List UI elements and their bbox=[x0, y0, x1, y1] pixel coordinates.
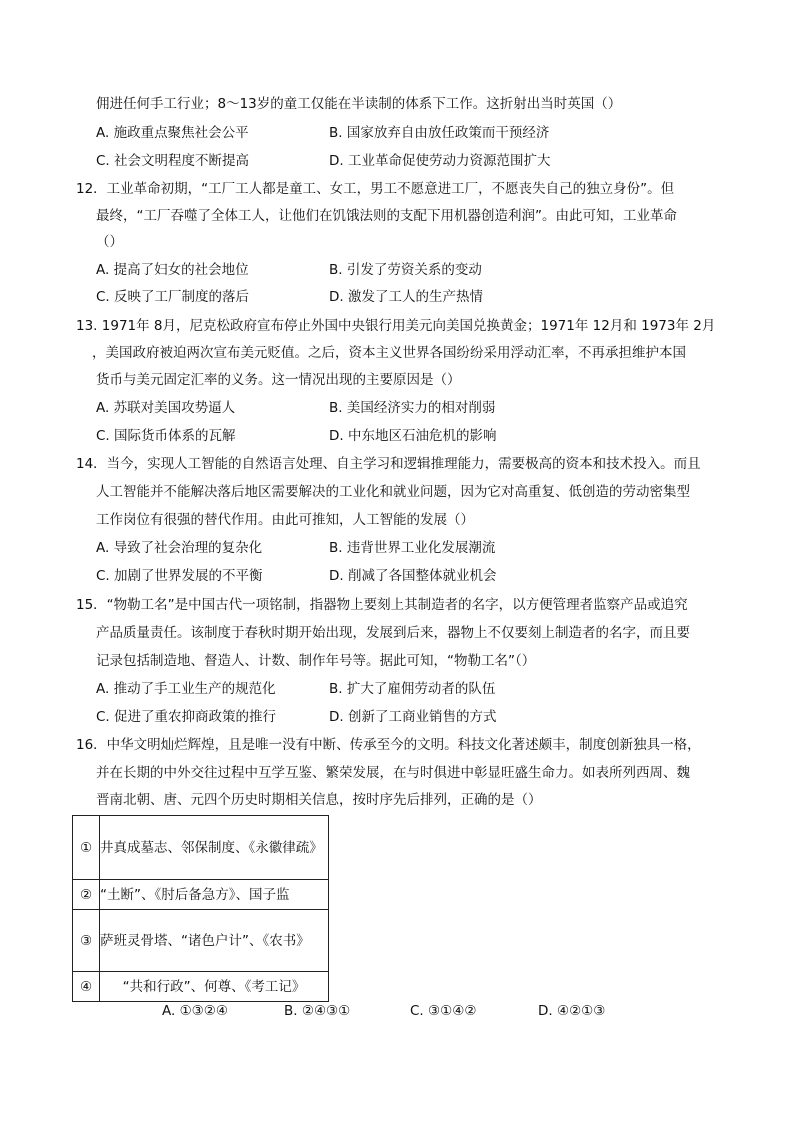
q12-option-d[interactable]: D. 激发了工人的生产热情 bbox=[329, 289, 483, 305]
q14-option-d[interactable]: D. 削减了各国整体就业机会 bbox=[329, 568, 497, 584]
q15-option-c[interactable]: C. 促进了重农抑商政策的推行 bbox=[96, 709, 277, 725]
question-15-line-1: 15．“物勒工名”是中国古代一项铭制，指器物上要刻上其制造者的名字，以方便管理者监察产品或追究 bbox=[76, 597, 688, 613]
q13-option-b[interactable]: B. 美国经济实力的相对削弱 bbox=[329, 400, 496, 416]
question-16-line-1: 16．中华文明灿烂辉煌，且是唯一没有中断、传承至今的文明。科技文化著述颇丰，制度创新独具一格， bbox=[76, 737, 701, 753]
q15-option-a[interactable]: A. 推动了手工业生产的规范化 bbox=[96, 681, 276, 697]
row-number: ④ bbox=[73, 972, 100, 1002]
q16-option-d[interactable]: D. ④②①③ bbox=[538, 1003, 606, 1019]
question-16-line-2: 并在长期的中外交往过程中互学互鉴、繁荣发展，在与时俱进中彰显旺盛生命力。如表所列西周、魏 bbox=[96, 765, 690, 781]
q12-option-a[interactable]: A. 提高了妇女的社会地位 bbox=[96, 262, 249, 278]
question-16-line-3: 晋南北朝、唐、元四个历史时期相关信息，按时序先后排列，正确的是（） bbox=[96, 792, 542, 808]
row-number: ③ bbox=[73, 910, 100, 972]
row-content: 井真成墓志、邻保制度、《永徽律疏》 bbox=[100, 816, 329, 880]
question-13-line-3: 货币与美元固定汇率的义务。这一情况出现的主要原因是（） bbox=[96, 372, 461, 388]
row-content: “共和行政”、何尊、《考工记》 bbox=[100, 972, 329, 1002]
row-number: ① bbox=[73, 816, 100, 880]
q13-option-c[interactable]: C. 国际货币体系的瓦解 bbox=[96, 428, 236, 444]
row-content: 萨班灵骨塔、“诸色户计”、《农书》 bbox=[100, 910, 329, 972]
q14-option-b[interactable]: B. 违背世界工业化发展潮流 bbox=[329, 540, 496, 556]
q13-option-d[interactable]: D. 中东地区石油危机的影响 bbox=[329, 428, 497, 444]
question-13-line-1: 13. 1971年 8月，尼克松政府宣布停止外国中央银行用美元向美国兑换黄金；1971年 12月和 1973年 2月 bbox=[76, 318, 716, 334]
question-11-continuation: 佣进任何手工行业；8～13岁的童工仅能在半读制的体系下工作。这折射出当时英国（） bbox=[96, 96, 622, 112]
q15-option-d[interactable]: D. 创新了工商业销售的方式 bbox=[329, 709, 497, 725]
table-row bbox=[73, 816, 329, 880]
q16-option-a[interactable]: A. ①③②④ bbox=[162, 1003, 228, 1019]
history-info-table bbox=[72, 815, 329, 1002]
question-14-line-1: 14．当今，实现人工智能的自然语言处理、自主学习和逻辑推理能力，需要极高的资本和技术投入。而且 bbox=[76, 456, 701, 472]
q11-option-c[interactable]: C. 社会文明程度不断提高 bbox=[96, 153, 250, 169]
q12-option-b[interactable]: B. 引发了劳资关系的变动 bbox=[329, 262, 482, 278]
table-row bbox=[73, 880, 329, 910]
question-13-line-2: ，美国政府被迫两次宣布美元贬值。之后，资本主义世界各国纷纷采用浮动汇率，不再承担维护本国 bbox=[92, 345, 686, 361]
q16-option-c[interactable]: C. ③①④② bbox=[410, 1003, 477, 1019]
question-15-line-3: 记录包括制造地、督造人、计数、制作年号等。据此可知，“物勒工名”（） bbox=[96, 653, 536, 669]
question-12-line-3: （） bbox=[96, 234, 123, 250]
table-row bbox=[73, 910, 329, 972]
q14-option-c[interactable]: C. 加剧了世界发展的不平衡 bbox=[96, 568, 263, 584]
q11-option-a[interactable]: A. 施政重点聚焦社会公平 bbox=[96, 125, 249, 141]
q15-option-b[interactable]: B. 扩大了雇佣劳动者的队伍 bbox=[329, 681, 496, 697]
row-content: “土断”、《肘后备急方》、国子监 bbox=[100, 880, 329, 910]
q12-option-c[interactable]: C. 反映了工厂制度的落后 bbox=[96, 289, 250, 305]
question-14-line-3: 工作岗位有很强的替代作用。由此可推知，人工智能的发展（） bbox=[96, 512, 474, 528]
q14-option-a[interactable]: A. 导致了社会治理的复杂化 bbox=[96, 540, 263, 556]
question-15-line-2: 产品质量责任。该制度于春秋时期开始出现，发展到后来，器物上不仅要刻上制造者的名字，而且要 bbox=[96, 625, 690, 641]
row-number: ② bbox=[73, 880, 100, 910]
q13-option-a[interactable]: A. 苏联对美国攻势逼人 bbox=[96, 400, 236, 416]
table-row bbox=[73, 972, 329, 1002]
question-14-line-2: 人工智能并不能解决落后地区需要解决的工业化和就业问题，因为它对高重复、低创造的劳动密集型 bbox=[96, 484, 690, 500]
q11-option-b[interactable]: B. 国家放弃自由放任政策而干预经济 bbox=[329, 125, 550, 141]
question-12-line-2: 最终，“工厂吞噬了全体工人，让他们在饥饿法则的支配下用机器创造利润”。由此可知，工业革命 bbox=[96, 208, 677, 224]
question-12-line-1: 12．工业革命初期，“工厂工人都是童工、女工，男工不愿意进工厂，不愿丧失自己的独立身份”。但 bbox=[76, 181, 675, 197]
q11-option-d[interactable]: D. 工业革命促使劳动力资源范围扩大 bbox=[329, 153, 551, 169]
q16-option-b[interactable]: B. ②④③① bbox=[284, 1003, 351, 1019]
